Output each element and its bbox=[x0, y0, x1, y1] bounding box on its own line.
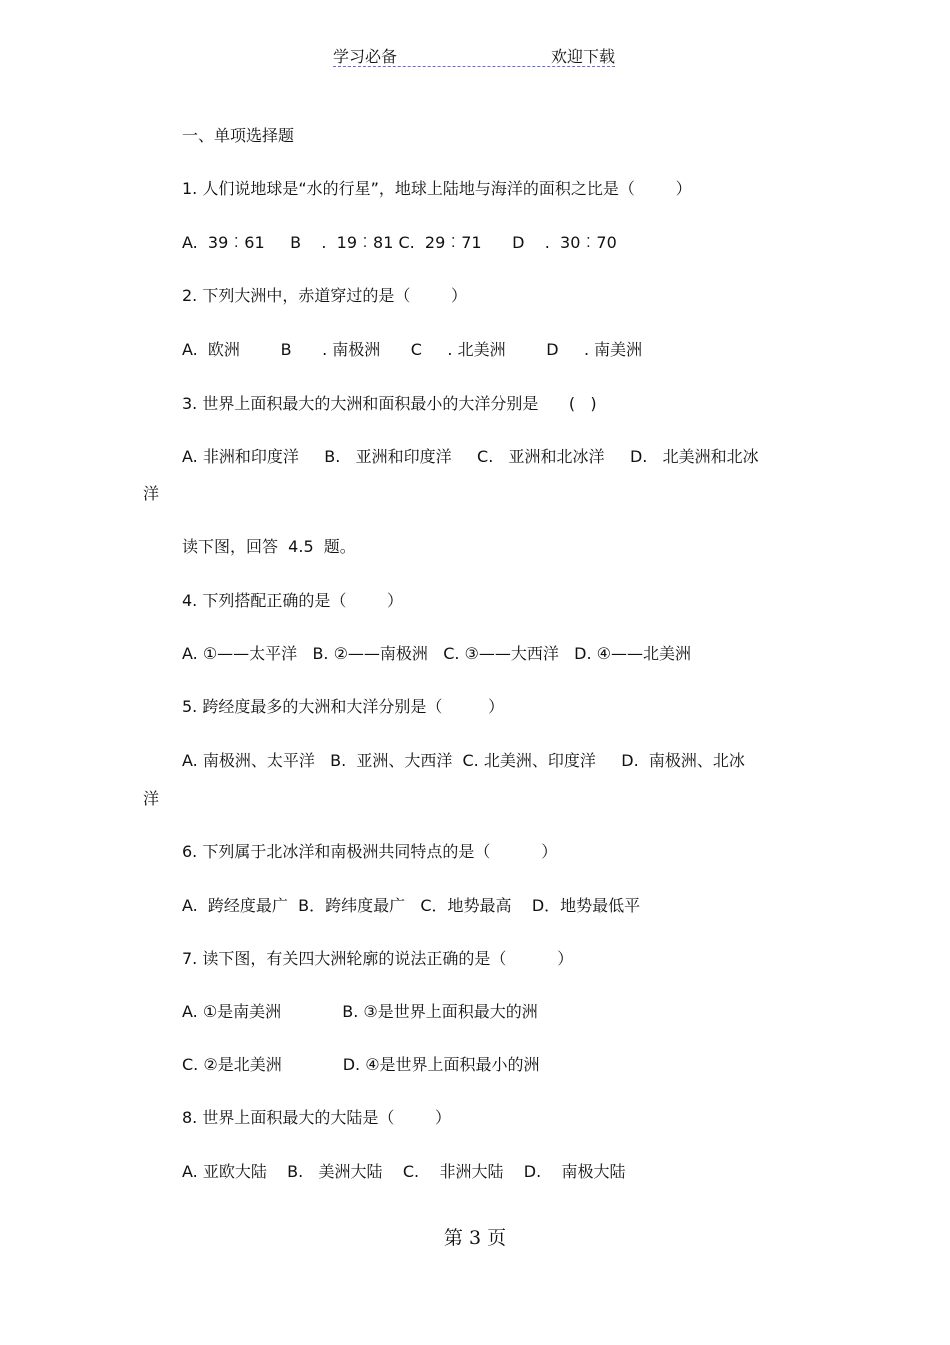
question-7-options-cd: C. ②是北美洲 D. ④是世界上面积最小的洲 bbox=[182, 1055, 540, 1074]
question-6: 6. 下列属于北冰洋和南极洲共同特点的是（ ） bbox=[182, 842, 558, 861]
read-figure-instruction: 读下图，回答 4.5 题。 bbox=[182, 537, 356, 556]
header-right-text: 欢迎下载 bbox=[550, 47, 615, 66]
question-2-options: A. 欧洲 B . 南极洲 C . 北美洲 D . 南美洲 bbox=[182, 340, 643, 359]
question-3-options: A. 非洲和印度洋 B. 亚洲和印度洋 C. 亚洲和北冰洋 D. 北美洲和北冰 bbox=[182, 447, 759, 466]
question-3: 3. 世界上面积最大的大洲和面积最小的大洋分别是 ( ) bbox=[182, 394, 597, 413]
question-8-options: A. 亚欧大陆 B. 美洲大陆 C. 非洲大陆 D. 南极大陆 bbox=[182, 1162, 626, 1181]
question-5: 5. 跨经度最多的大洲和大洋分别是（ ） bbox=[182, 697, 505, 716]
page-number: 第 3 页 bbox=[443, 1227, 507, 1249]
question-6-options: A. 跨经度最广 B．跨纬度最广 C．地势最高 D．地势最低平 bbox=[182, 896, 641, 915]
question-5-options: A. 南极洲、太平洋 B. 亚洲、大西洋 C. 北美洲、印度洋 D. 南极洲、北冰 bbox=[182, 751, 745, 770]
question-7-options-ab: A. ①是南美洲 B. ③是世界上面积最大的洲 bbox=[182, 1002, 538, 1021]
question-1-options: A. 39︰61 B . 19︰81 C. 29︰71 D . 30︰70 bbox=[182, 233, 617, 252]
question-1: 1. 人们说地球是“水的行星”，地球上陆地与海洋的面积之比是（ ） bbox=[182, 179, 692, 198]
question-4-options: A. ①——太平洋 B. ②——南极洲 C. ③——大西洋 D. ④——北美洲 bbox=[182, 644, 691, 663]
header-left-text: 学习必备 bbox=[333, 47, 398, 66]
question-5-options-continuation: 洋 bbox=[143, 789, 160, 808]
question-3-options-continuation: 洋 bbox=[143, 484, 160, 503]
question-8: 8. 世界上面积最大的大陆是（ ） bbox=[182, 1108, 452, 1127]
page-header bbox=[333, 42, 615, 67]
question-4: 4. 下列搭配正确的是（ ） bbox=[182, 591, 404, 610]
section-title: 一、单项选择题 bbox=[182, 126, 295, 145]
question-2: 2. 下列大洲中，赤道穿过的是（ ） bbox=[182, 286, 468, 305]
question-7: 7. 读下图，有关四大洲轮廓的说法正确的是（ ） bbox=[182, 949, 574, 968]
